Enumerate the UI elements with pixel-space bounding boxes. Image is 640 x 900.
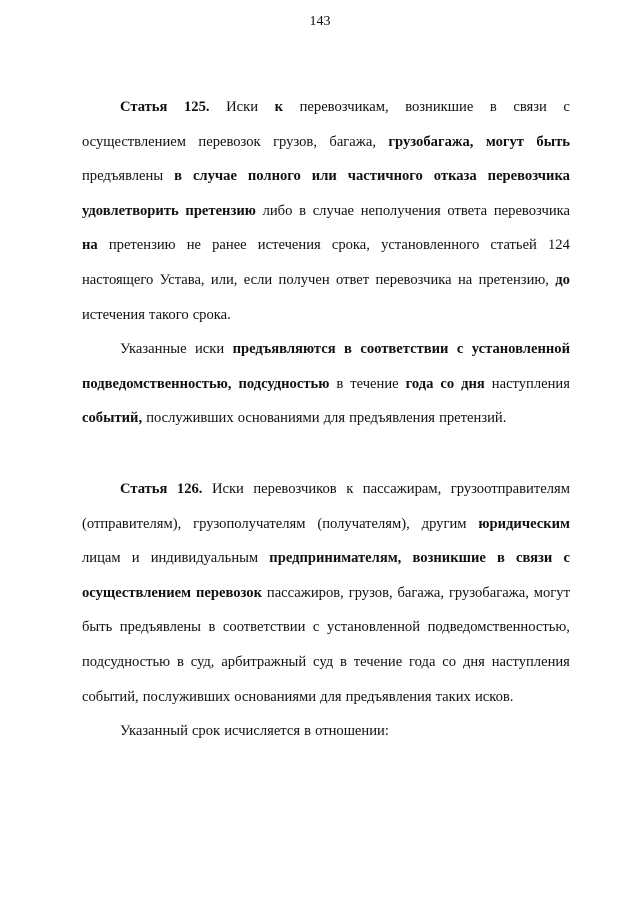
word: в bbox=[336, 375, 344, 392]
word: полного bbox=[247, 168, 301, 185]
text-line bbox=[82, 507, 570, 542]
word: возникшие bbox=[412, 550, 486, 567]
word: в bbox=[344, 341, 352, 357]
word: юридическим bbox=[478, 515, 570, 532]
word: или bbox=[311, 168, 337, 185]
word: индивидуальным bbox=[150, 550, 259, 567]
word: или, bbox=[210, 271, 238, 288]
word: 126. bbox=[176, 481, 203, 497]
text-line bbox=[82, 472, 570, 507]
word: Иски bbox=[226, 99, 259, 115]
text-line bbox=[82, 194, 570, 229]
word: Указанный bbox=[120, 723, 188, 739]
word: такого bbox=[149, 306, 189, 323]
word: наступления bbox=[491, 653, 570, 670]
word: дня bbox=[461, 375, 485, 392]
word: предъявлены bbox=[82, 168, 164, 185]
word: соответствии bbox=[222, 619, 306, 636]
word: претензию, bbox=[478, 271, 549, 288]
word: основаниями bbox=[237, 410, 320, 427]
word: подведомственностью, bbox=[82, 375, 232, 392]
text-line bbox=[82, 576, 570, 611]
word: со bbox=[442, 653, 457, 670]
paragraph bbox=[82, 90, 570, 332]
word: соответствии bbox=[360, 341, 449, 357]
word: подсудностью bbox=[238, 375, 330, 392]
word: отношении: bbox=[315, 723, 389, 739]
text-line bbox=[82, 159, 570, 194]
text-line bbox=[82, 298, 570, 333]
word: (получателям), bbox=[317, 515, 410, 532]
word: со bbox=[440, 375, 455, 392]
word: в bbox=[340, 653, 347, 670]
word: неполучения bbox=[360, 202, 441, 219]
word: к bbox=[274, 99, 284, 115]
word: перевозчика bbox=[487, 168, 570, 185]
word: быть bbox=[82, 619, 113, 636]
word: года bbox=[409, 653, 436, 670]
word: предъявления bbox=[349, 410, 435, 427]
word: иски bbox=[194, 341, 225, 357]
text-line bbox=[82, 541, 570, 576]
word: и bbox=[131, 550, 140, 567]
text-line bbox=[82, 367, 570, 402]
text-line bbox=[82, 263, 570, 298]
word: случае bbox=[312, 202, 355, 219]
word: 124 bbox=[548, 237, 570, 254]
word: статьей bbox=[490, 237, 537, 254]
text-line bbox=[82, 680, 570, 715]
word: лицам bbox=[82, 550, 121, 567]
word: для bbox=[320, 688, 342, 705]
word: к bbox=[346, 481, 354, 497]
word: багажа, bbox=[329, 133, 376, 150]
word: ответ bbox=[336, 271, 370, 288]
word: с bbox=[456, 341, 464, 357]
word: пассажиров, bbox=[266, 584, 344, 601]
word: послуживших bbox=[142, 688, 231, 705]
word: другим bbox=[421, 515, 467, 532]
word: перевозок bbox=[198, 133, 261, 150]
word: на bbox=[82, 237, 98, 254]
text-line bbox=[82, 90, 570, 125]
word: удовлетворить bbox=[82, 202, 179, 219]
word: суд bbox=[313, 653, 334, 670]
word: до bbox=[555, 271, 570, 288]
word: быть bbox=[536, 133, 570, 150]
word: срока, bbox=[331, 237, 370, 254]
text-line bbox=[82, 228, 570, 263]
word: претензий. bbox=[439, 410, 507, 427]
page-number: 143 bbox=[309, 14, 331, 29]
word: в bbox=[208, 619, 216, 636]
word: могут bbox=[533, 584, 570, 601]
word: Указанные bbox=[120, 341, 187, 357]
word: могут bbox=[485, 133, 524, 150]
word: не bbox=[186, 237, 201, 254]
word: в bbox=[176, 653, 184, 670]
word: грузоотправителям bbox=[450, 481, 570, 497]
word: суд, bbox=[190, 653, 215, 670]
word: пассажирам, bbox=[362, 481, 442, 497]
word: претензию bbox=[108, 237, 176, 254]
word: исков. bbox=[474, 688, 514, 705]
text-line bbox=[82, 610, 570, 645]
word: грузобагажа, bbox=[388, 133, 474, 150]
word: отказа bbox=[433, 168, 477, 185]
word: ранее bbox=[212, 237, 247, 254]
word: исчисляется bbox=[224, 723, 301, 739]
word: на bbox=[457, 271, 473, 288]
text-line bbox=[82, 714, 570, 749]
word: наступления bbox=[491, 375, 570, 392]
word: для bbox=[323, 410, 346, 427]
word: перевозок bbox=[195, 584, 263, 601]
word: срок bbox=[191, 723, 221, 739]
word: в bbox=[304, 723, 312, 739]
word: установленной bbox=[326, 619, 421, 636]
word: с bbox=[563, 550, 570, 567]
paragraph bbox=[82, 332, 570, 436]
word: если bbox=[243, 271, 273, 288]
word: установленного bbox=[381, 237, 480, 254]
text-line bbox=[82, 645, 570, 680]
word: с bbox=[312, 619, 320, 636]
word: таких bbox=[435, 688, 471, 705]
word: предъявлены bbox=[119, 619, 201, 636]
word: в bbox=[174, 168, 182, 185]
word: Иски bbox=[211, 481, 244, 497]
word: Статья bbox=[120, 99, 168, 115]
word: настоящего bbox=[82, 271, 154, 288]
word: истечения bbox=[82, 306, 145, 323]
word: установленной bbox=[471, 341, 570, 357]
text-line bbox=[82, 401, 570, 436]
word: подведомственностью, bbox=[427, 619, 570, 636]
word: года bbox=[405, 375, 434, 392]
text-line bbox=[82, 125, 570, 160]
word: случае bbox=[192, 168, 237, 185]
word: предъявления bbox=[345, 688, 432, 705]
word: получен bbox=[278, 271, 330, 288]
word: Статья bbox=[120, 481, 168, 497]
word: событий, bbox=[82, 410, 143, 427]
word: событий, bbox=[82, 688, 139, 705]
word: грузов, bbox=[348, 584, 393, 601]
word: арбитражный bbox=[221, 653, 307, 670]
word: предпринимателям, bbox=[269, 550, 402, 567]
word: в bbox=[496, 550, 505, 567]
word: с bbox=[563, 99, 570, 115]
word: Устава, bbox=[159, 271, 205, 288]
word: течение bbox=[350, 375, 399, 392]
word: дня bbox=[462, 653, 485, 670]
word: 125. bbox=[183, 99, 210, 115]
word: подсудностью bbox=[82, 653, 171, 670]
word: связи bbox=[513, 99, 547, 115]
word: в bbox=[299, 202, 306, 219]
word: предъявляются bbox=[232, 341, 336, 357]
word: багажа, bbox=[397, 584, 445, 601]
word: осуществлением bbox=[82, 584, 192, 601]
word: возникшие bbox=[405, 99, 474, 115]
word: перевозчикам, bbox=[299, 99, 389, 115]
word: ответа bbox=[447, 202, 488, 219]
word: грузов, bbox=[273, 133, 317, 150]
word: истечения bbox=[257, 237, 321, 254]
word: срока. bbox=[192, 306, 231, 323]
word: грузополучателям bbox=[193, 515, 306, 532]
word: послуживших bbox=[146, 410, 234, 427]
word: осуществлением bbox=[82, 133, 186, 150]
text-line bbox=[82, 332, 570, 367]
word: перевозчиков bbox=[253, 481, 337, 497]
word: основаниями bbox=[234, 688, 317, 705]
word: перевозчика bbox=[375, 271, 452, 288]
paragraph bbox=[82, 714, 570, 749]
word: перевозчика bbox=[493, 202, 570, 219]
word: претензию bbox=[185, 202, 256, 219]
word: связи bbox=[515, 550, 553, 567]
paragraph bbox=[82, 472, 570, 714]
word: (отправителям), bbox=[82, 515, 182, 532]
word: либо bbox=[262, 202, 293, 219]
word: частичного bbox=[347, 168, 423, 185]
word: в bbox=[489, 99, 497, 115]
word: грузобагажа, bbox=[448, 584, 529, 601]
word: течение bbox=[353, 653, 403, 670]
